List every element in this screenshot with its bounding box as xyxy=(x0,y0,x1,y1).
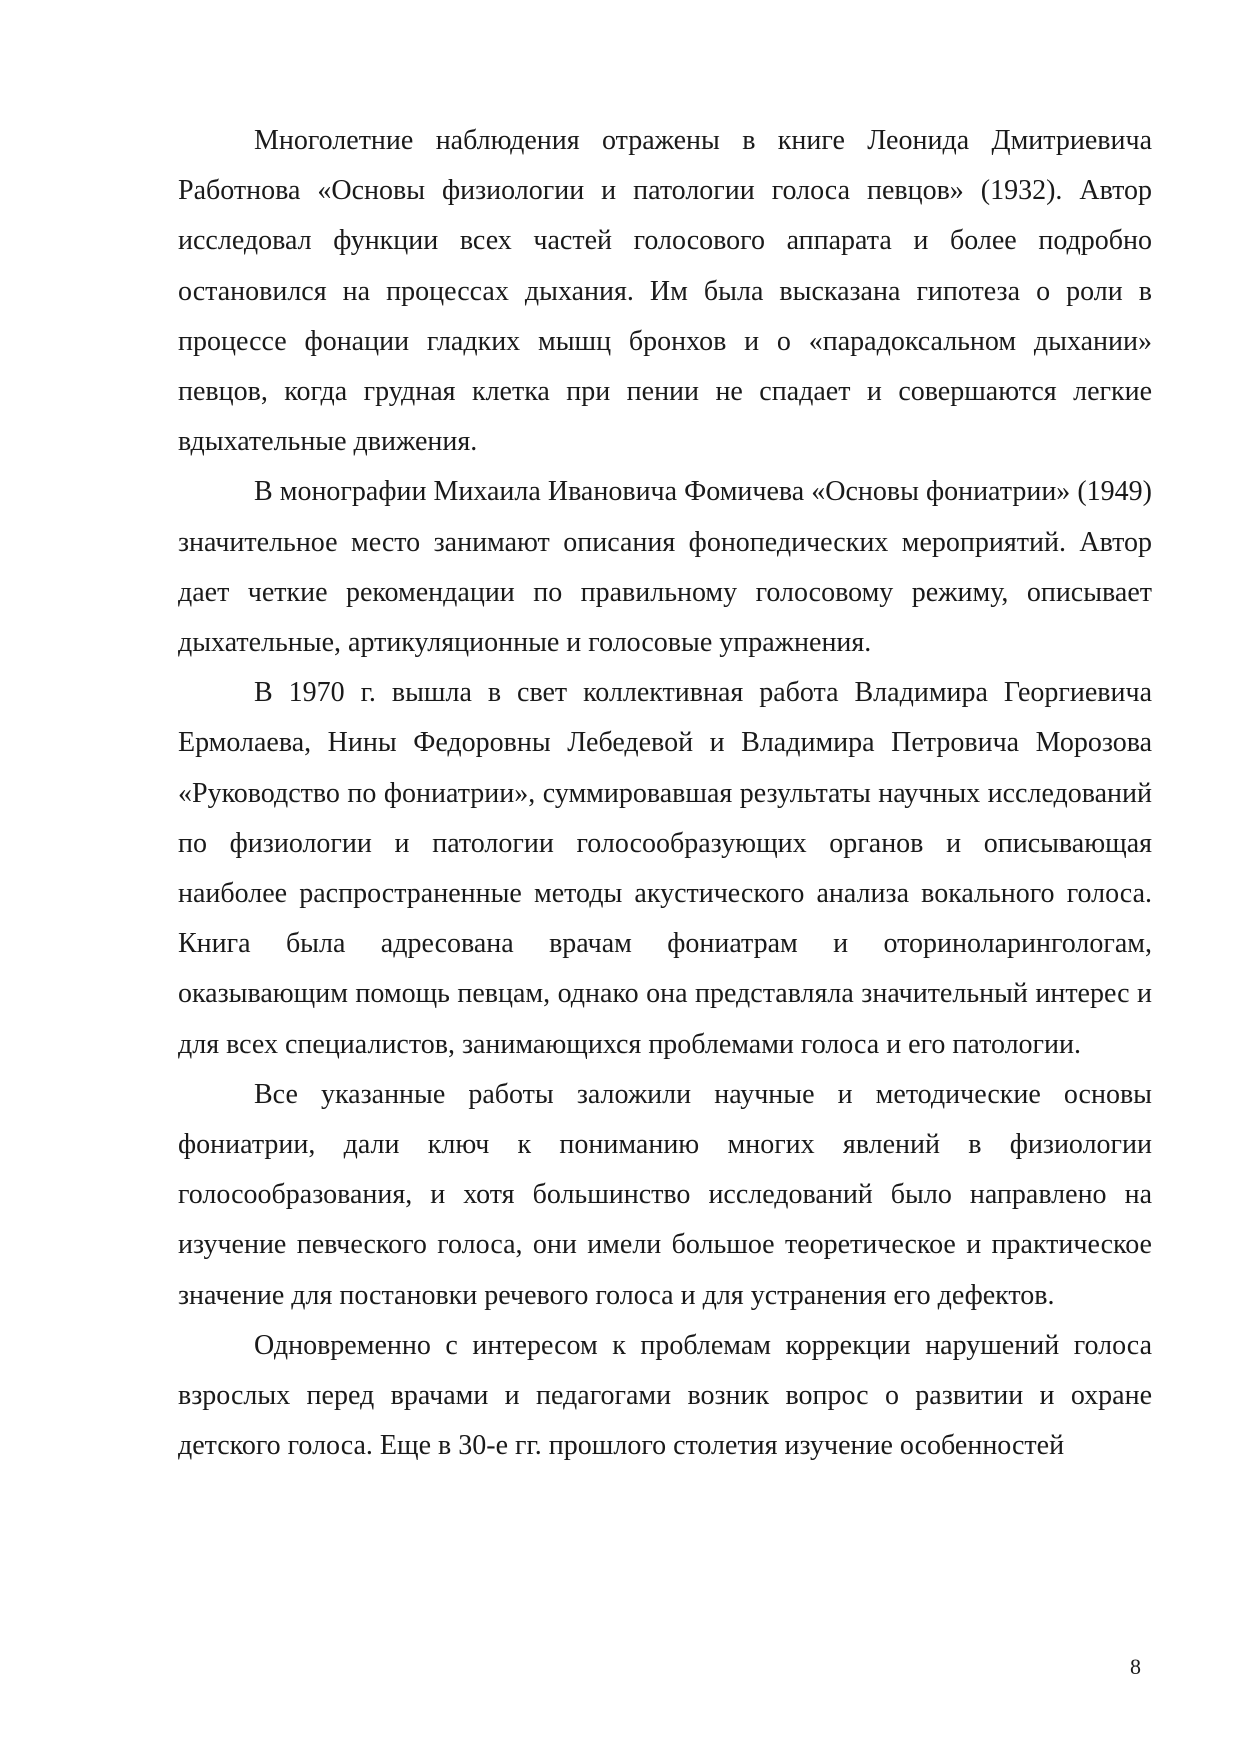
paragraph-foundations: Все указанные работы заложили научные и методические основы фониатрии, дали ключ к пониманию многих явлений в физиологии голосообразования, и хотя большинство исследований было направлено на изучение певческого голоса, они имели большое теоретическое и практическое значение для постановки речевого голоса и для устранения его дефектов. xyxy=(178,1078,1152,1311)
paragraph-guide-1970: В 1970 г. вышла в свет коллективная работа Владимира Георгиевича Ермолаева, Нины Федоровны Лебедевой и Владимира Петровича Морозова «Руководство по фониатрии», суммировавшая результаты научных исследований по физиологии и патологии голосообразующих органов и описывающая наиболее распространенные методы акустического анализа вокального голоса. Книга была адресована врачам фониатрам и оториноларингологам, оказывающим помощь певцам, однако она представляла значительный интерес и для всех специалистов, занимающихся проблемами голоса и его патологии. xyxy=(178,677,1152,1060)
paragraph-child-voice: Одновременно с интересом к проблемам коррекции нарушений голоса взрослых перед врачами и педагогами возник вопрос о развитии и охране детского голоса. Еще в 30-е гг. прошлого столетия изучение особенностей xyxy=(178,1329,1152,1462)
paragraph-fomichev: В монографии Михаила Ивановича Фомичева «Основы фониатрии» (1949) значительное место занимают описания фонопедических мероприятий. Автор дает четкие рекомендации по правильному голосовому режиму, описывает дыхательные, артикуляционные и голосовые упражнения. xyxy=(178,476,1152,659)
page-number: 8 xyxy=(1130,1654,1141,1679)
document-page xyxy=(178,116,1152,1471)
paragraph-rabotnov: Многолетние наблюдения отражены в книге Леонида Дмитриевича Работнова «Основы физиологии и патологии голоса певцов» (1932). Автор исследовал функции всех частей голосового аппарата и более подробно остановился на процессах дыхания. Им была высказана гипотеза о роли в процессе фонации гладких мышц бронхов и о «парадоксальном дыхании» певцов, когда грудная клетка при пении не спадает и совершаются легкие вдыхательные движения. xyxy=(178,125,1152,458)
